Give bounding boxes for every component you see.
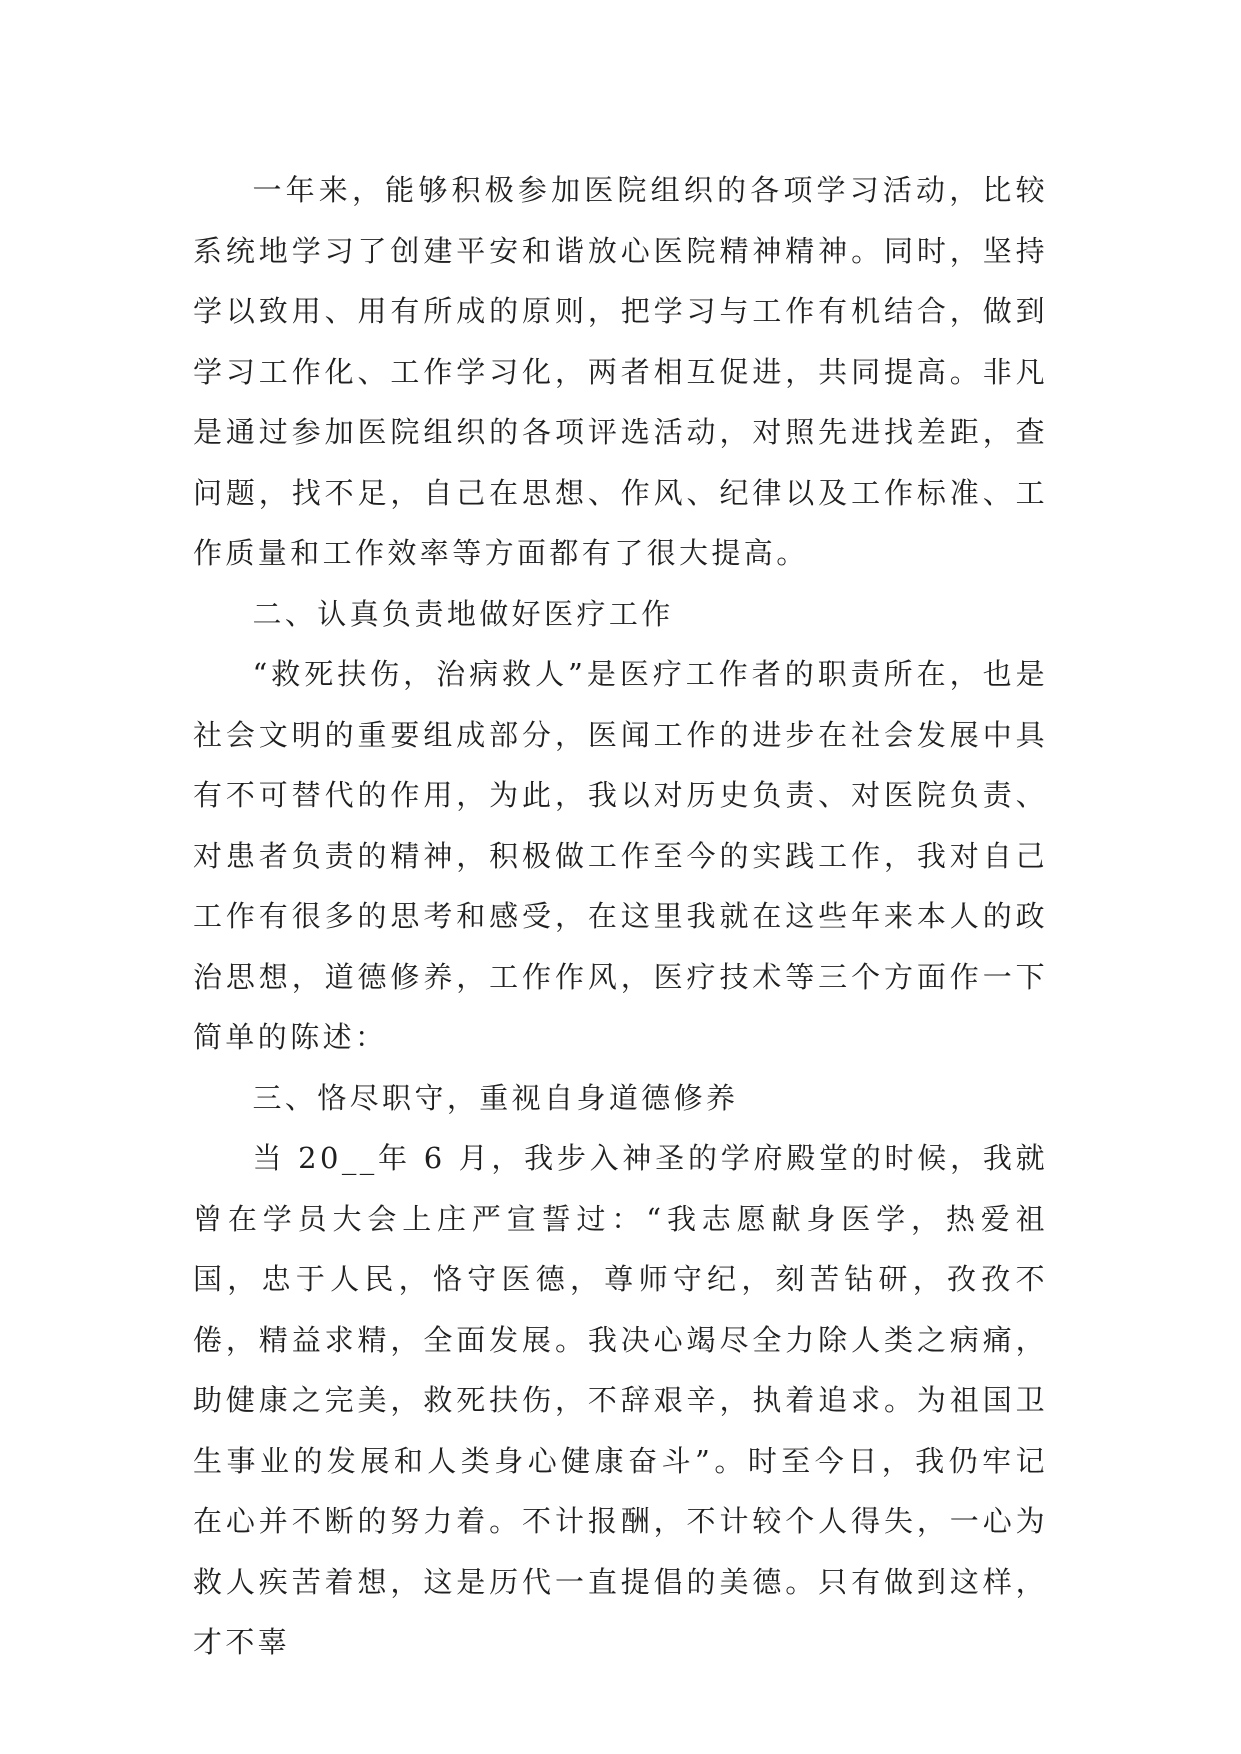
document-body [193, 160, 1048, 1673]
body-paragraph: “救死扶伤，治病救人”是医疗工作者的职责所在，也是社会文明的重要组成部分，医闻工作的进步在社会发展中具有不可替代的作用，为此，我以对历史负责、对医院负责、对患者负责的精神，积极做工作至今的实践工作，我对自己工作有很多的思考和感受，在这里我就在这些年来本人的政治思想，道德修养，工作作风，医疗技术等三个方面作一下简单的陈述： [193, 657, 1048, 1054]
section-heading: 二、认真负责地做好医疗工作 [252, 596, 674, 631]
body-paragraph: 当 20__年 6 月，我步入神圣的学府殿堂的时候，我就曾在学员大会上庄严宣誓过：“我志愿献身医学，热爱祖国，忠于人民，恪守医德，尊师守纪，刻苦钻研，孜孜不倦，精益求精，全面发展。我决心竭尽全力除人类之病痛，助健康之完美，救死扶伤，不辞艰辛，执着追求。为祖国卫生事业的发展和人类身心健康奋斗”。时至今日，我仍牢记在心并不断的努力着。不计报酬，不计较个人得失，一心为救人疾苦着想，这是历代一直提倡的美德。只有做到这样，才不辜 [193, 1141, 1048, 1659]
body-paragraph: 一年来，能够积极参加医院组织的各项学习活动，比较系统地学习了创建平安和谐放心医院精神精神。同时，坚持学以致用、用有所成的原则，把学习与工作有机结合，做到学习工作化、工作学习化，两者相互促进，共同提高。非凡是通过参加医院组织的各项评选活动，对照先进找差距，查问题，找不足，自己在思想、作风、纪律以及工作标准、工作质量和工作效率等方面都有了很大提高。 [193, 173, 1048, 570]
section-heading: 三、恪尽职守，重视自身道德修养 [252, 1080, 739, 1115]
